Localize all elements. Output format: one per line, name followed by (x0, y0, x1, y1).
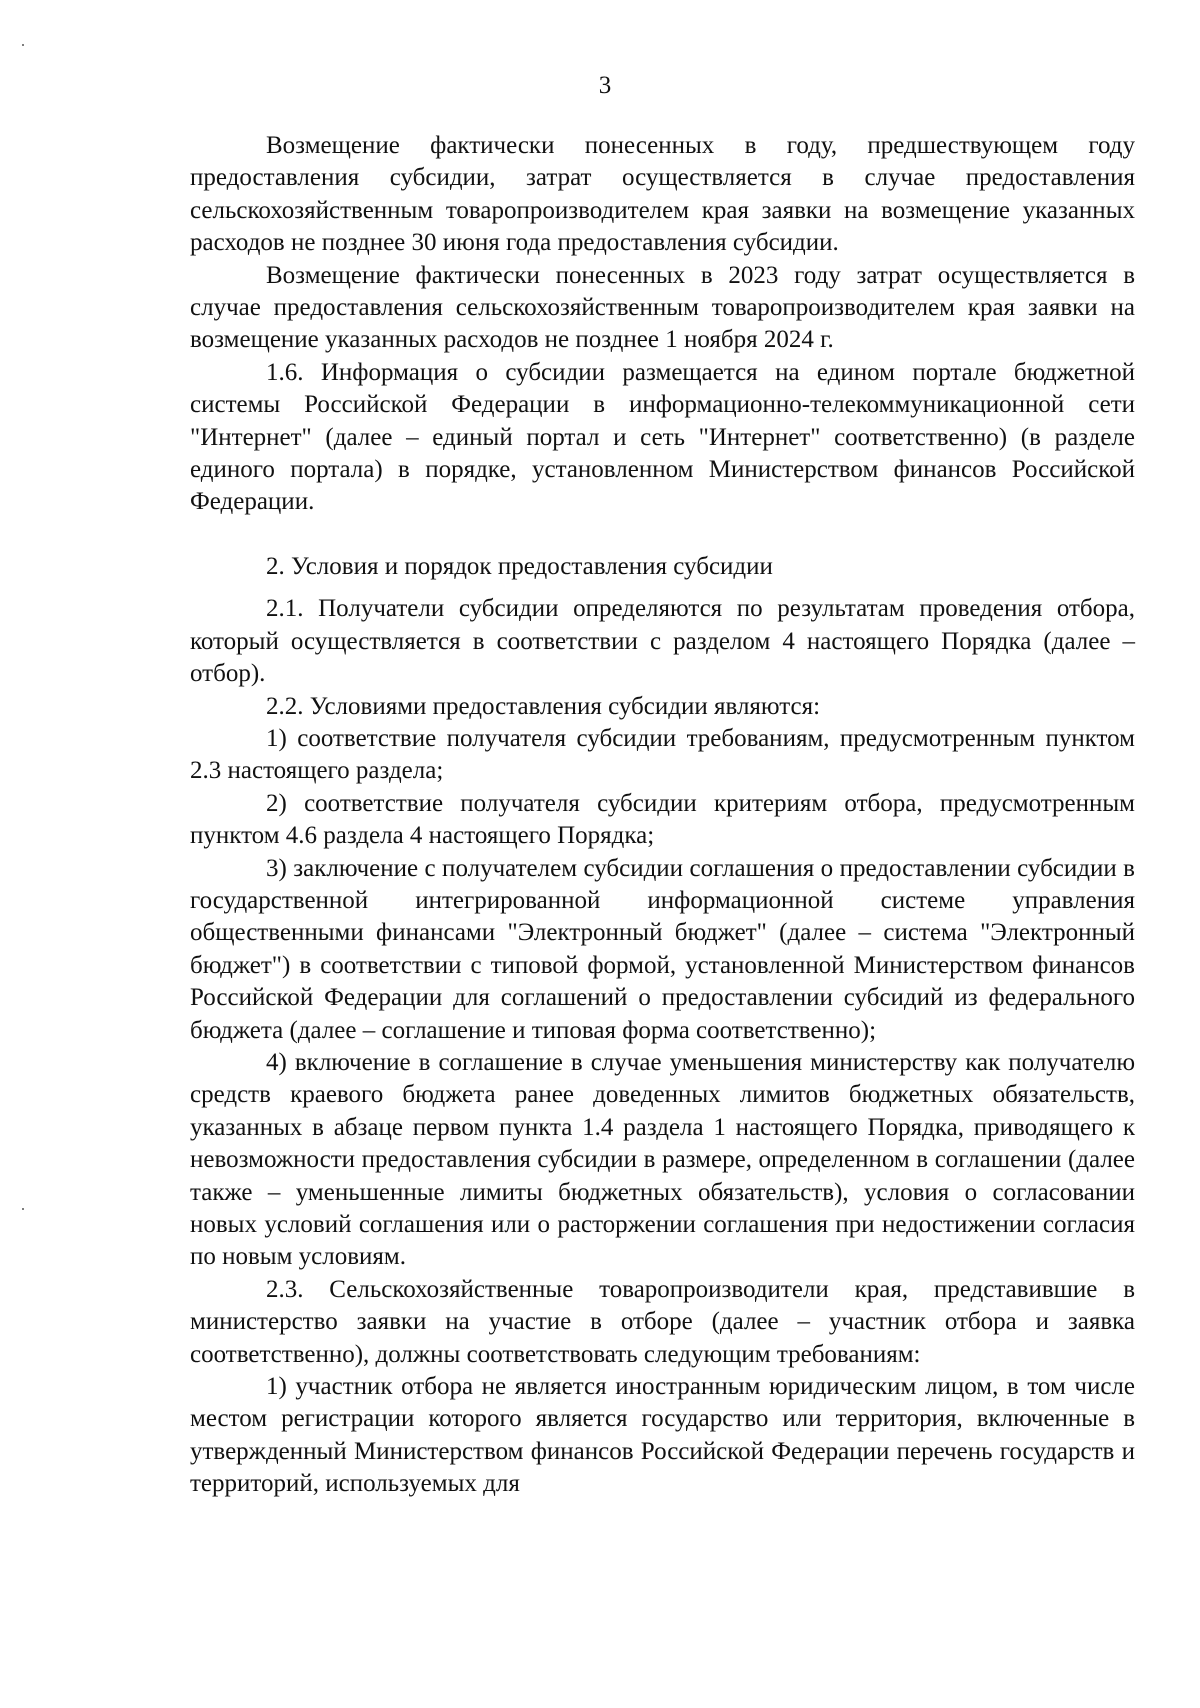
paragraph-2-3: 2.3. Сельскохозяйственные товаропроизводители края, представившие в министерство заявки на участие в отборе (далее – участник отбора и заявка соответственно), должны соответствовать следующим требованиям: (190, 1275, 1135, 1368)
page-number: 3 (598, 72, 612, 99)
scan-speck (22, 44, 24, 46)
list-item-2-2-3: 3) заключение с получателем субсидии соглашения о предоставлении субсидии в государственной интегрированной информационной системе управления общественными финансами "Электронный бюджет" (далее – система "Электронный бюджет") в соответствии с типовой формой, установленной Министерством финансов Российской Федерации для соглашений о предоставлении субсидий из федерального бюджета (далее – соглашение и типовая форма соответственно); (190, 854, 1135, 1044)
list-item-2-2-1: 1) соответствие получателя субсидии требованиям, предусмотренным пунктом 2.3 настоящего раздела; (190, 724, 1135, 785)
scan-speck (22, 1208, 24, 1210)
section-heading-2: 2. Условия и порядок предоставления субсидии (266, 552, 773, 580)
paragraph-2-1: 2.1. Получатели субсидии определяются по результатам проведения отбора, который осуществляется в соответствии с разделом 4 настоящего Порядка (далее – отбор). (190, 595, 1135, 688)
paragraph-reimbursement-2023: Возмещение фактически понесенных в 2023 году затрат осуществляется в случае предоставления сельскохозяйственным товаропроизводителем края заявки на возмещение указанных расходов не позднее 1 ноября 2024 г. (190, 261, 1135, 354)
paragraph-1-6-information: 1.6. Информация о субсидии размещается на едином портале бюджетной системы Российской Федерации в информационно-телекоммуникационной сети "Интернет" (далее – единый портал и сеть "Интернет" соответственно) (в разделе единого портала) в порядке, установленном Министерством финансов Российской Федерации. (190, 358, 1135, 516)
paragraph-2-2: 2.2. Условиями предоставления субсидии являются: (266, 692, 821, 720)
list-item-2-2-4: 4) включение в соглашение в случае уменьшения министерству как получателю средств краевого бюджета ранее доведенных лимитов бюджетных обязательств, указанных в абзаце первом пункта 1.4 раздела 1 настоящего Порядка, приводящего к невозможности предоставления субсидии в размере, определенном в соглашении (далее также – уменьшенные лимиты бюджетных обязательств), условия о согласовании новых условий соглашения или о расторжении соглашения при недостижении согласия по новым условиям. (190, 1048, 1135, 1271)
list-item-2-3-1: 1) участник отбора не является иностранным юридическим лицом, в том числе местом регистрации которого является государство или территория, включенные в утвержденный Министерством финансов Российской Федерации перечень государств и территорий, используемых для (190, 1373, 1135, 1498)
document-body (190, 130, 1135, 1501)
paragraph-reimbursement-prior-year: Возмещение фактически понесенных в году, предшествующем году предоставления субсидии, затрат осуществляется в случае предоставления сельскохозяйственным товаропроизводителем края заявки на возмещение указанных расходов не позднее 30 июня года предоставления субсидии. (190, 132, 1135, 257)
list-item-2-2-2: 2) соответствие получателя субсидии критериям отбора, предусмотренным пунктом 4.6 раздела 4 настоящего Порядка; (190, 789, 1135, 850)
